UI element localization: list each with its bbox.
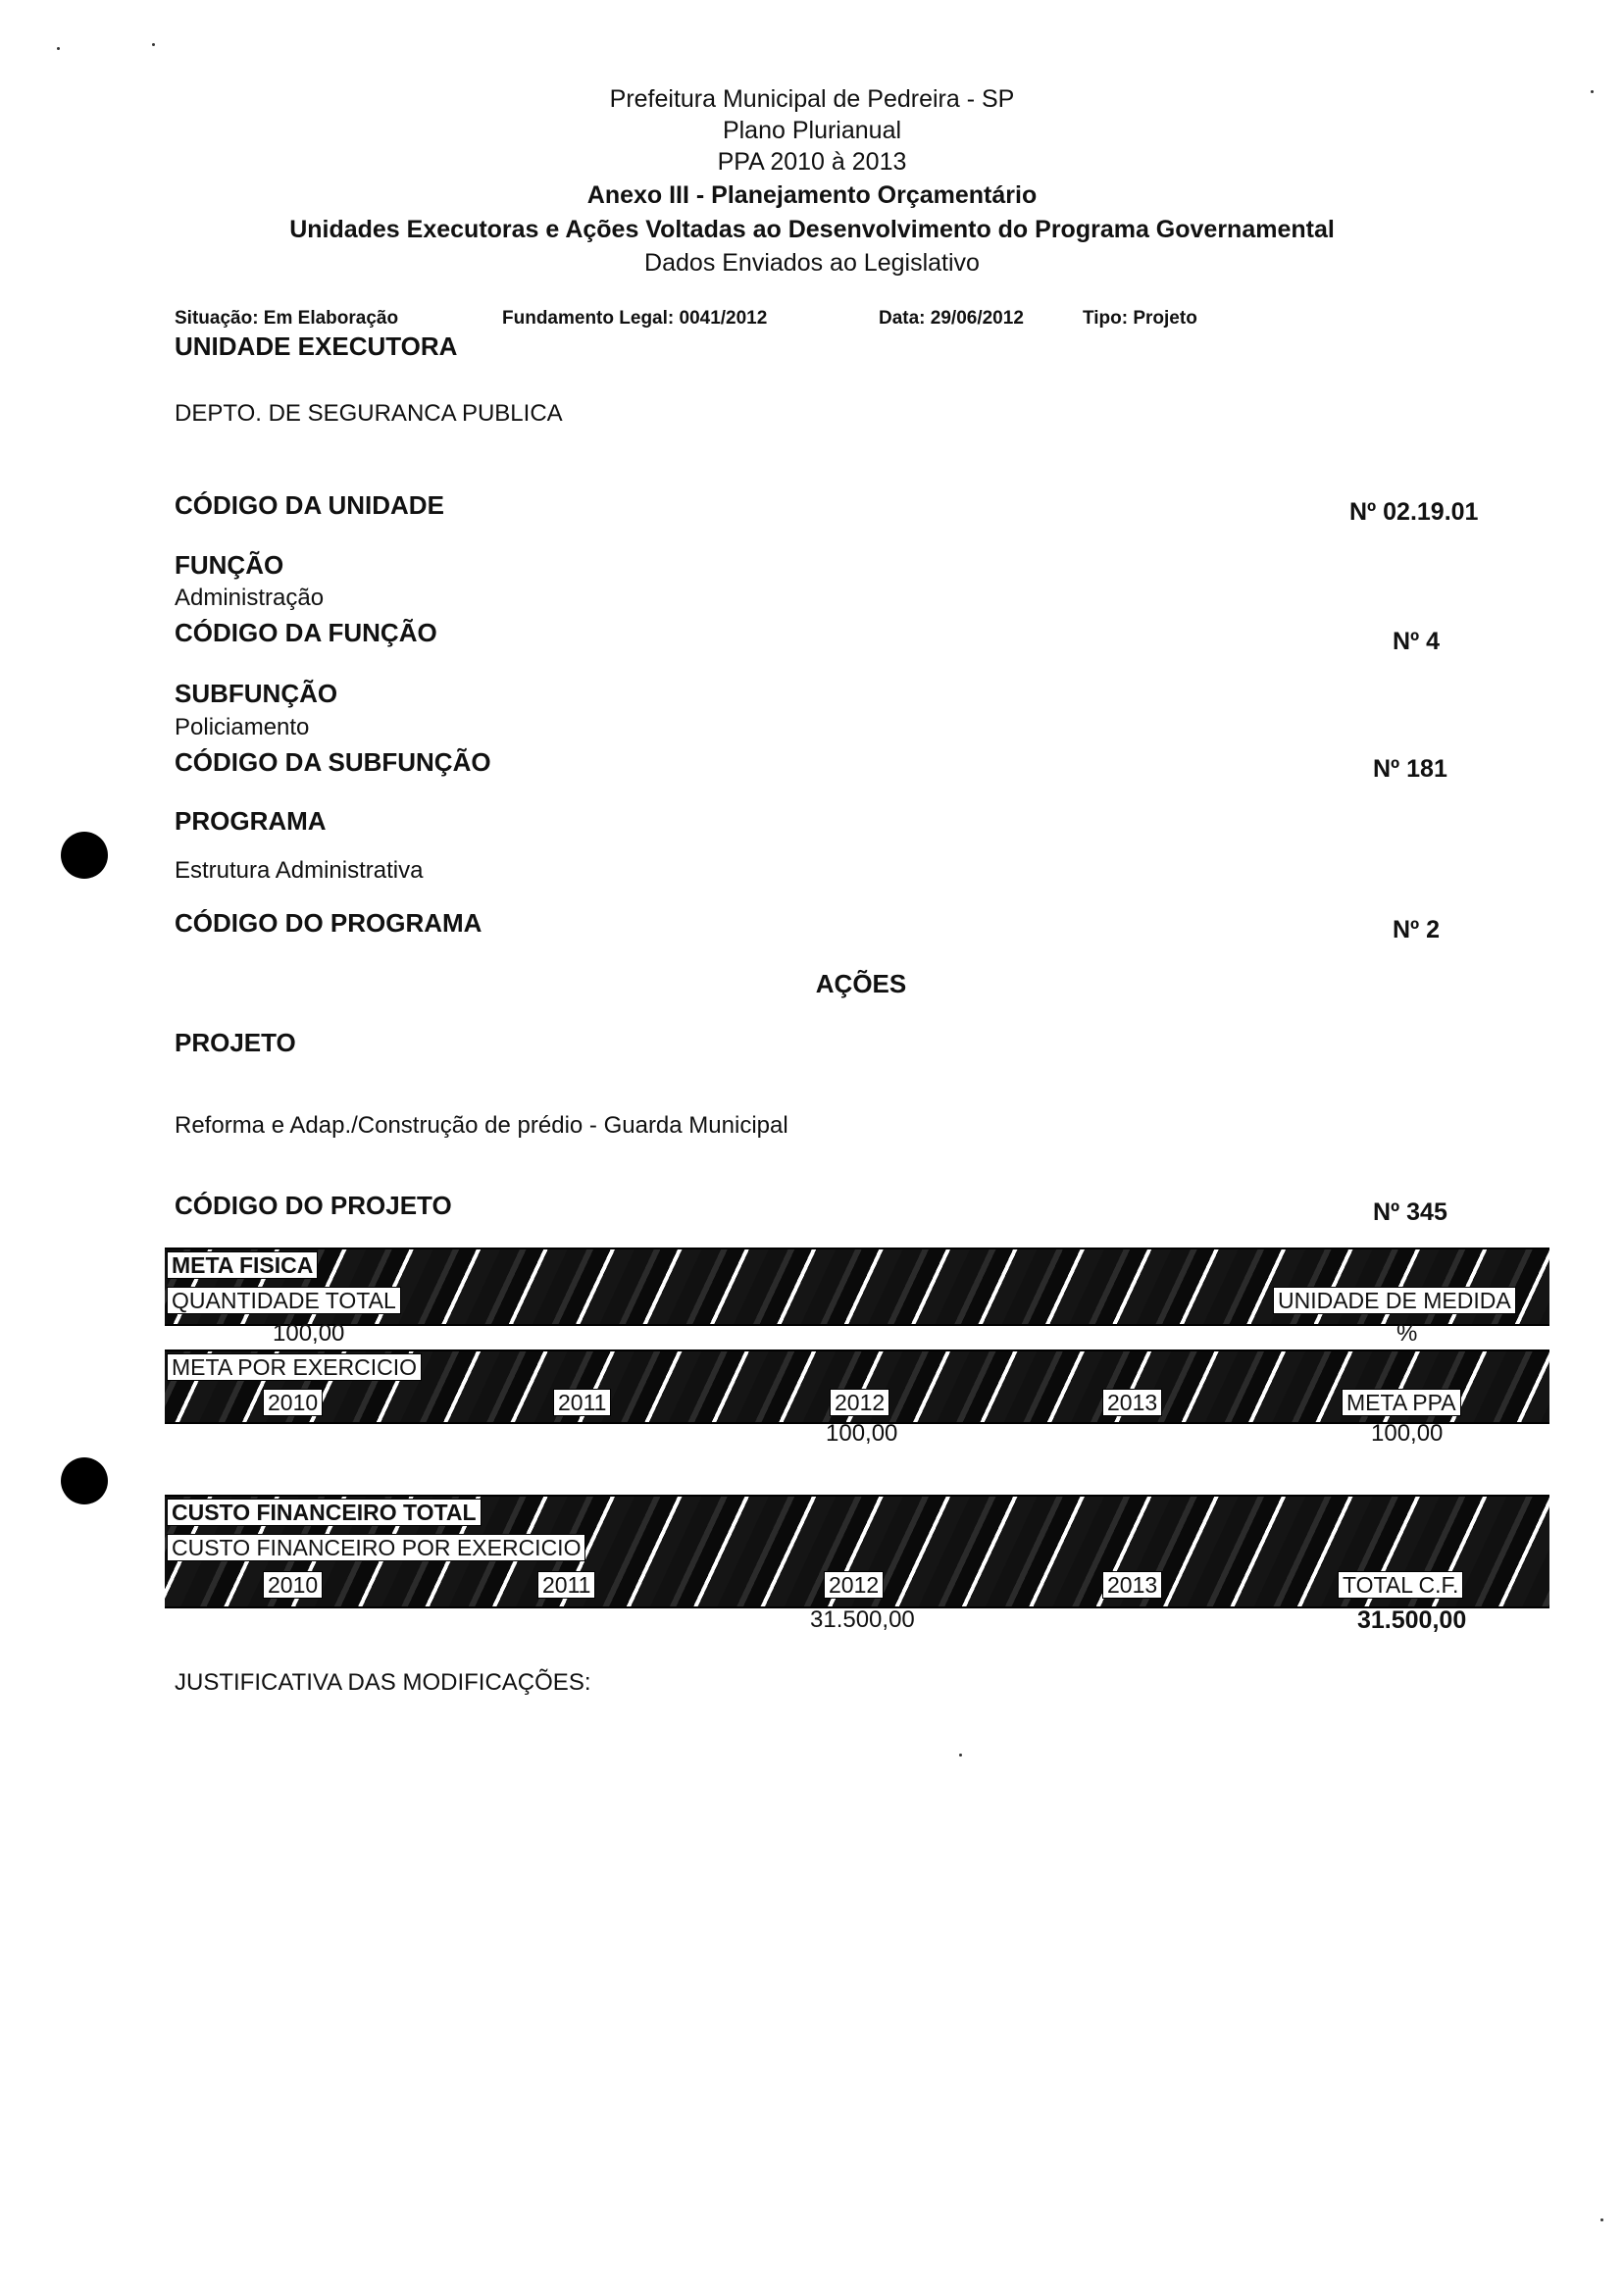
unidade-executora-value: DEPTO. DE SEGURANCA PUBLICA — [175, 400, 563, 427]
total-cf-value: 31.500,00 — [1357, 1606, 1467, 1634]
meta-2012-value: 100,00 — [826, 1420, 898, 1447]
meta-ppa-value: 100,00 — [1371, 1420, 1444, 1447]
meta-fisica-band — [165, 1248, 1549, 1326]
header-annex: Anexo III - Planejamento Orçamentário — [586, 181, 1038, 209]
scan-speck — [959, 1754, 962, 1757]
projeto-label: PROJETO — [175, 1028, 296, 1057]
hole-punch-mark — [61, 1457, 108, 1504]
scan-speck — [57, 47, 60, 50]
unidade-medida-value: % — [1396, 1320, 1418, 1347]
custo-por-exercicio-label: CUSTO FINANCEIRO POR EXERCICIO — [167, 1534, 585, 1561]
quantidade-total-label: QUANTIDADE TOTAL — [167, 1287, 401, 1314]
codigo-funcao-label: CÓDIGO DA FUNÇÃO — [175, 618, 437, 647]
codigo-subfuncao-label: CÓDIGO DA SUBFUNÇÃO — [175, 747, 491, 777]
situacao-text: Situação: Em Elaboração — [175, 308, 399, 329]
quantidade-total-value: 100,00 — [273, 1320, 345, 1347]
custo-year-2010: 2010 — [263, 1571, 323, 1599]
header-municipality: Prefeitura Municipal de Pedreira - SP — [609, 85, 1015, 113]
scan-speck — [152, 43, 155, 46]
header-plan: Plano Plurianual — [722, 117, 902, 144]
subfuncao-value: Policiamento — [175, 714, 310, 740]
funcao-value: Administração — [175, 585, 325, 611]
codigo-projeto-value: Nº 345 — [1373, 1198, 1447, 1226]
meta-year-2011: 2011 — [553, 1389, 611, 1416]
unidade-executora-label: UNIDADE EXECUTORA — [175, 331, 458, 361]
acoes-title: AÇÕES — [815, 969, 907, 998]
header-subtitle: Unidades Executoras e Ações Voltadas ao Desenvolvimento do Programa Governamental — [289, 216, 1335, 243]
header-status-note: Dados Enviados ao Legislativo — [644, 249, 980, 277]
programa-label: PROGRAMA — [175, 806, 327, 836]
codigo-unidade-label: CÓDIGO DA UNIDADE — [175, 490, 444, 520]
meta-fisica-title: META FISICA — [167, 1251, 318, 1279]
data-text: Data: 29/06/2012 — [879, 308, 1024, 329]
custo-year-2012: 2012 — [824, 1571, 884, 1599]
unidade-medida-label: UNIDADE DE MEDIDA — [1273, 1287, 1516, 1314]
custo-financeiro-band — [165, 1495, 1549, 1608]
fundamento-legal-text: Fundamento Legal: 0041/2012 — [502, 308, 768, 329]
programa-value: Estrutura Administrativa — [175, 857, 424, 884]
hole-punch-mark — [61, 832, 108, 879]
tipo-text: Tipo: Projeto — [1083, 308, 1197, 329]
justificativa-label: JUSTIFICATIVA DAS MODIFICAÇÕES: — [175, 1669, 591, 1696]
custo-2012-value: 31.500,00 — [810, 1606, 915, 1633]
subfuncao-label: SUBFUNÇÃO — [175, 679, 338, 708]
codigo-programa-label: CÓDIGO DO PROGRAMA — [175, 908, 482, 938]
custo-year-2011: 2011 — [537, 1571, 595, 1599]
funcao-label: FUNÇÃO — [175, 550, 284, 580]
codigo-projeto-label: CÓDIGO DO PROJETO — [175, 1191, 452, 1220]
codigo-unidade-value: Nº 02.19.01 — [1349, 498, 1479, 526]
custo-financeiro-title: CUSTO FINANCEIRO TOTAL — [167, 1499, 482, 1526]
codigo-programa-value: Nº 2 — [1393, 916, 1441, 943]
custo-year-2013: 2013 — [1102, 1571, 1162, 1599]
total-cf-label: TOTAL C.F. — [1338, 1571, 1463, 1599]
meta-ppa-label: META PPA — [1342, 1389, 1461, 1416]
codigo-funcao-value: Nº 4 — [1393, 628, 1441, 655]
meta-year-2012: 2012 — [830, 1389, 889, 1416]
codigo-subfuncao-value: Nº 181 — [1373, 755, 1447, 783]
header-ppa-period: PPA 2010 à 2013 — [717, 148, 907, 176]
projeto-value: Reforma e Adap./Construção de prédio - Guarda Municipal — [175, 1112, 788, 1139]
meta-exercicio-band — [165, 1350, 1549, 1424]
meta-year-2013: 2013 — [1102, 1389, 1162, 1416]
meta-por-exercicio-label: META POR EXERCICIO — [167, 1353, 422, 1381]
meta-year-2010: 2010 — [263, 1389, 323, 1416]
scan-speck — [1600, 2218, 1603, 2221]
